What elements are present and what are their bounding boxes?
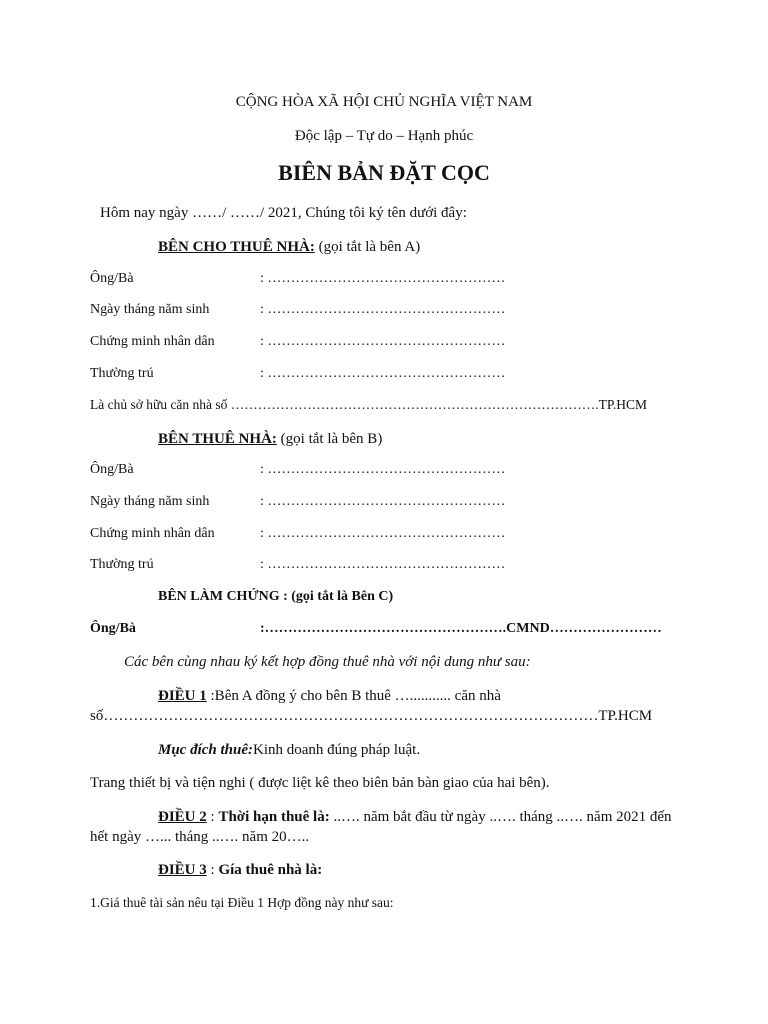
article-1-line1: [158, 687, 501, 705]
party-a-field-birthdate: [90, 302, 690, 319]
party-b-heading: [158, 430, 382, 448]
intro-line: Hôm nay ngày ……/ ……/ 2021, Chúng tôi ký tên dưới đây:: [100, 205, 467, 221]
agreement-intro: Các bên cùng nhau ký kết hợp đồng thuê nhà với nội dung như sau:: [124, 654, 531, 670]
party-b-field-birthdate: [90, 494, 690, 511]
purpose-label: Mục đích thuê:: [158, 742, 254, 758]
field-value: : ……………………………………………: [260, 334, 506, 349]
national-motto: Độc lập – Tự do – Hạnh phúc: [294, 128, 474, 144]
owner-line: Là chủ sở hữu căn nhà số ……………………………………………………………………….TP.HCM: [90, 397, 648, 412]
article-2-line1: [158, 808, 672, 826]
document-title: BIÊN BẢN ĐẶT CỌC: [278, 160, 490, 185]
party-b-field-id: [90, 526, 690, 543]
article-2-line2: hết ngày …... tháng ..…. năm 20…..: [90, 829, 310, 845]
field-label: Ông/Bà: [90, 271, 134, 286]
article-3-label: Gía thuê nhà là:: [218, 862, 323, 878]
party-a-field-name: [90, 271, 690, 288]
article-1-line2: số………………………………………………………………………………………TP.HCM: [90, 708, 653, 724]
article-2-heading: ĐIỀU 2: [158, 809, 207, 825]
field-label: Thường trú: [90, 557, 154, 572]
article-3-sep: :: [206, 862, 219, 878]
purpose-line: [158, 741, 420, 759]
party-a-note: (gọi tắt là bên A): [314, 239, 421, 255]
field-value: : ……………………………………………: [260, 302, 506, 317]
article-1-heading: ĐIỀU 1: [158, 688, 207, 704]
field-label: Ngày tháng năm sinh: [90, 494, 210, 509]
party-a-title: BÊN CHO THUÊ NHÀ:: [158, 239, 315, 255]
party-c-field: [90, 621, 710, 638]
field-value: : ……………………………………………: [260, 557, 506, 572]
field-label: Ông/Bà: [90, 462, 134, 477]
party-c-heading: BÊN LÀM CHỨNG : (gọi tắt là Bên C): [158, 589, 394, 604]
article-1-text: :Bên A đồng ý cho bên B thuê …........... căn nhà: [206, 688, 501, 704]
country-name: CỘNG HÒA XÃ HỘI CHỦ NGHĨA VIỆT NAM: [235, 94, 533, 110]
party-b-field-residence: [90, 557, 690, 574]
field-value: :…………………………………………….CMND……………………: [260, 621, 662, 636]
party-a-field-id: [90, 334, 690, 351]
party-b-field-name: [90, 462, 690, 479]
party-a-field-residence: [90, 366, 690, 383]
article-3-line: [158, 861, 322, 879]
field-value: : ……………………………………………: [260, 526, 506, 541]
article-2-label: Thời hạn thuê là:: [218, 809, 330, 825]
field-label: Chứng minh nhân dân: [90, 526, 215, 541]
article-3-heading: ĐIỀU 3: [158, 862, 207, 878]
field-value: : ……………………………………………: [260, 366, 506, 381]
price-line: 1.Giá thuê tài sản nêu tại Điều 1 Hợp đồng này như sau:: [90, 895, 394, 910]
field-label: Ông/Bà: [90, 621, 136, 636]
article-2-sep: :: [206, 809, 219, 825]
article-2-text: ..…. năm bắt đầu từ ngày ..…. tháng ..…. năm 2021 đến: [329, 809, 672, 825]
party-b-note: (gọi tắt là bên B): [276, 431, 383, 447]
field-label: Thường trú: [90, 366, 154, 381]
purpose-text: Kinh doanh đúng pháp luật.: [253, 742, 421, 758]
party-b-title: BÊN THUÊ NHÀ:: [158, 431, 277, 447]
party-a-heading: [158, 238, 420, 256]
field-label: Chứng minh nhân dân: [90, 334, 215, 349]
field-value: : ……………………………………………: [260, 462, 506, 477]
field-value: : ……………………………………………: [260, 494, 506, 509]
field-value: : ……………………………………………: [260, 271, 506, 286]
field-label: Ngày tháng năm sinh: [90, 302, 210, 317]
equipment-line: Trang thiết bị và tiện nghi ( được liệt kê theo biên bản bàn giao của hai bên).: [90, 775, 550, 791]
